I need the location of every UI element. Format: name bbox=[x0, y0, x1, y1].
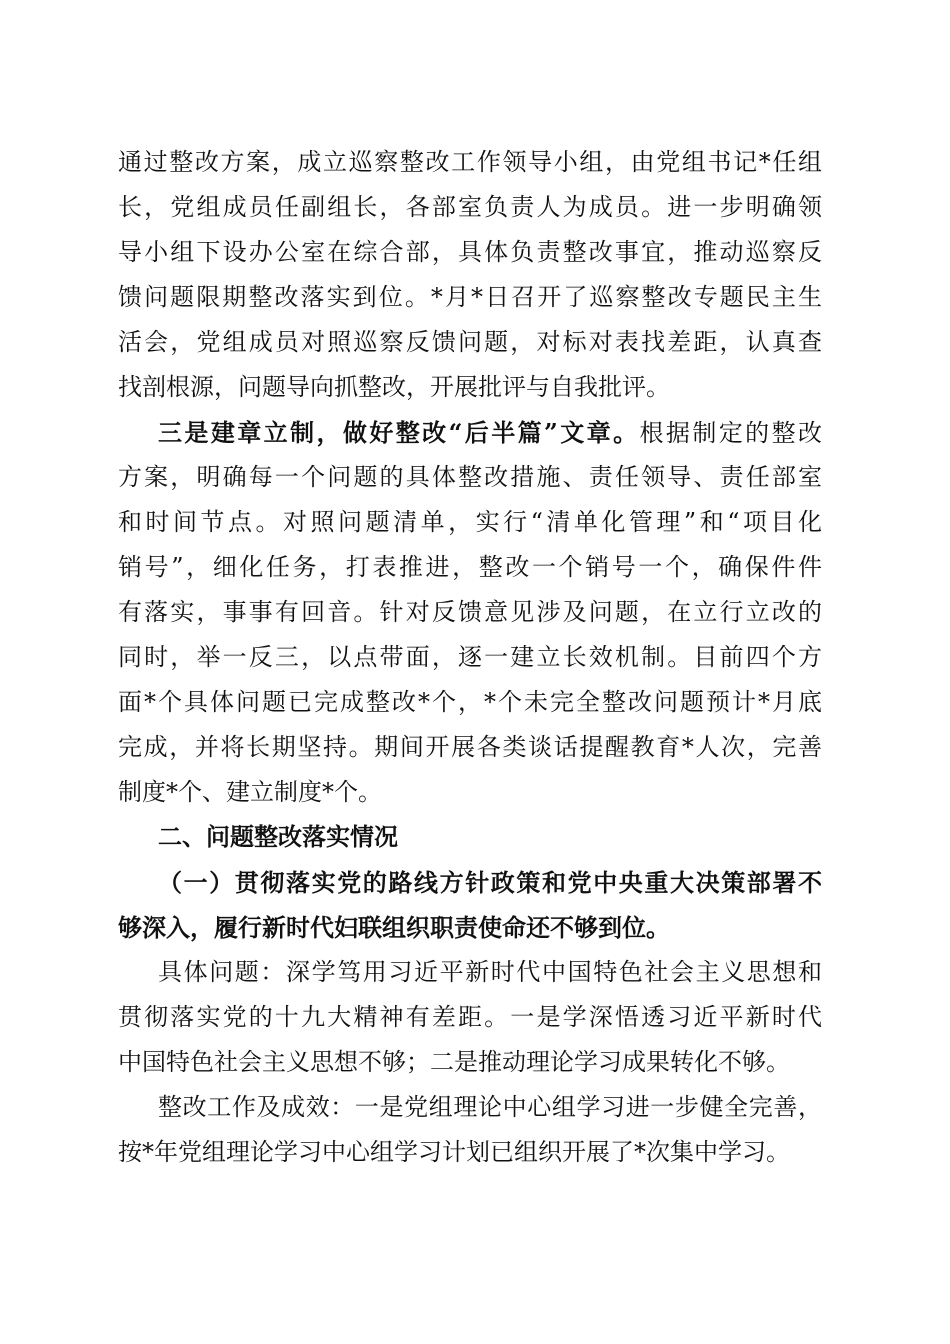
paragraph-specific-issues bbox=[118, 950, 822, 1085]
text-line: 找剖根源，问题导向抓整改，开展批评与自我批评。 bbox=[118, 373, 670, 401]
text-line bbox=[118, 410, 822, 455]
section-heading-text: 二、问题整改落实情况 bbox=[158, 823, 398, 851]
text-line: 贯彻落实党的十九大精神有差距。一是学深悟透习近平新时代 bbox=[118, 1003, 822, 1031]
text-line: 活会，党组成员对照巡察反馈问题，对标对表找差距，认真查 bbox=[118, 328, 822, 356]
text-line: 中国特色社会主义思想不够；二是推动理论学习成果转化不够。 bbox=[118, 1048, 790, 1076]
text-line: 有落实，事事有回音。针对反馈意见涉及问题，在立行立改的 bbox=[118, 598, 822, 626]
text-line: 具体问题：深学笃用习近平新时代中国特色社会主义思想和 bbox=[158, 958, 822, 986]
text-line: 制度*个、建立制度*个。 bbox=[118, 778, 382, 806]
paragraph-rectification-plan bbox=[118, 140, 822, 410]
paragraph-lead-bold: 三是建章立制，做好整改“后半篇”文章。 bbox=[158, 418, 640, 447]
subheading-line: 够深入，履行新时代妇联组织职责使命还不够到位。 bbox=[118, 913, 670, 942]
text-line: 整改工作及成效：一是党组理论中心组学习进一步健全完善， bbox=[158, 1093, 822, 1121]
section-heading bbox=[118, 815, 822, 860]
text-line: 面*个具体问题已完成整改*个，*个未完全整改问题预计*月底 bbox=[118, 688, 822, 716]
text-line: 销号”，细化任务，打表推进，整改一个销号一个，确保件件 bbox=[118, 553, 822, 581]
paragraph-rules-building bbox=[118, 410, 822, 815]
text-line: 按*年党组理论学习中心组学习计划已组织开展了*次集中学习。 bbox=[118, 1138, 790, 1166]
subheading bbox=[118, 860, 822, 950]
document-page bbox=[118, 140, 822, 1175]
text-line: 完成，并将长期坚持。期间开展各类谈话提醒教育*人次，完善 bbox=[118, 733, 822, 761]
paragraph-lead-rest: 根据制定的整改 bbox=[639, 419, 823, 447]
text-line: 馈问题限期整改落实到位。*月*日召开了巡察整改专题民主生 bbox=[118, 283, 822, 311]
text-line: 长，党组成员任副组长，各部室负责人为成员。进一步明确领 bbox=[118, 193, 822, 221]
text-line: 和时间节点。对照问题清单，实行“清单化管理”和“项目化 bbox=[118, 508, 822, 536]
text-line: 同时，举一反三，以点带面，逐一建立长效机制。目前四个方 bbox=[118, 643, 822, 671]
text-line: 导小组下设办公室在综合部，具体负责整改事宜，推动巡察反 bbox=[118, 238, 822, 266]
text-line: 方案，明确每一个问题的具体整改措施、责任领导、责任部室 bbox=[118, 463, 822, 491]
subheading-line: （一）贯彻落实党的路线方针政策和党中央重大决策部署不 bbox=[158, 868, 822, 897]
text-line: 通过整改方案，成立巡察整改工作领导小组，由党组书记*任组 bbox=[118, 148, 822, 176]
paragraph-rectification-results bbox=[118, 1085, 822, 1175]
